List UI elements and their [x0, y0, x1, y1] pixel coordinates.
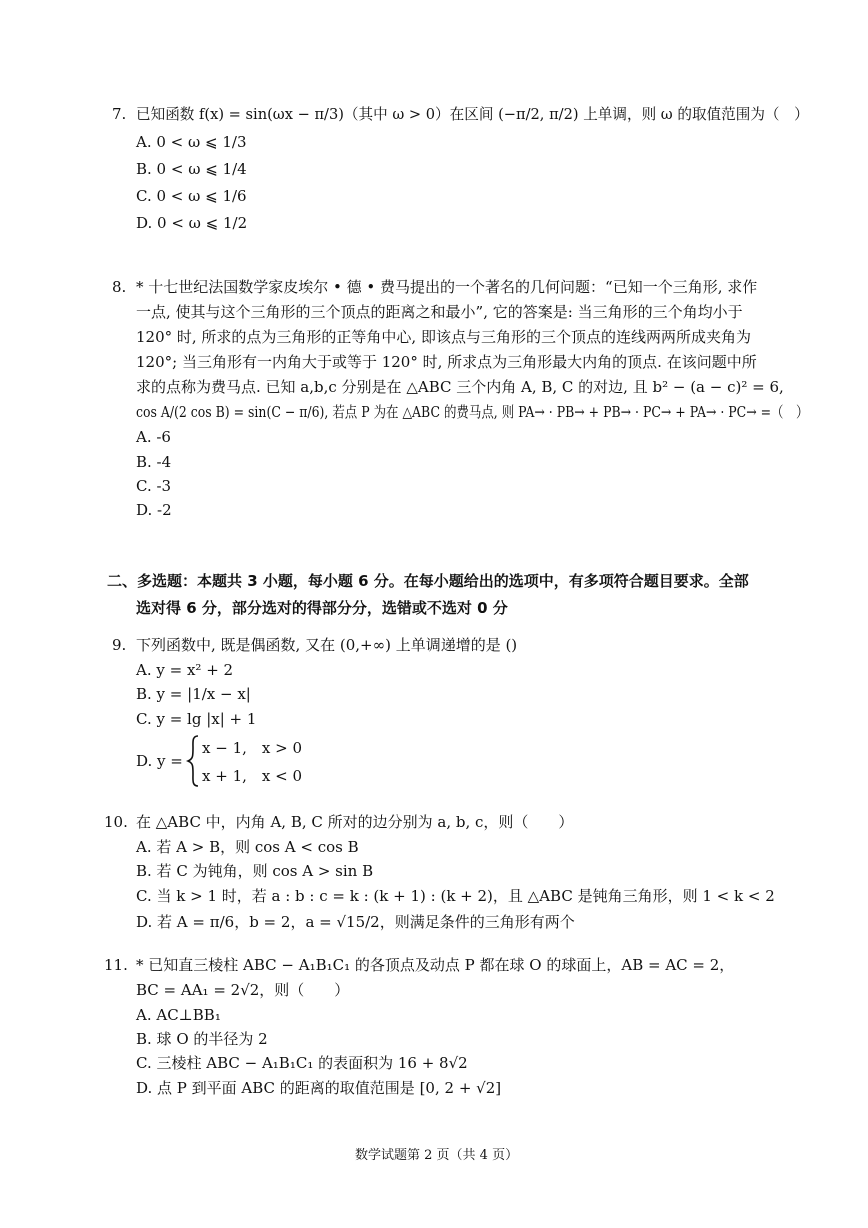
question-11-option-b: B. 球 O 的半径为 2	[136, 1030, 268, 1048]
question-7-option-b: B. 0 < ω ⩽ 1/4	[136, 160, 247, 178]
question-9-option-b: B. y = |1/x − x|	[136, 685, 251, 703]
question-7-option-a: A. 0 < ω ⩽ 1/3	[136, 133, 247, 151]
question-9-option-c: C. y = lg |x| + 1	[136, 710, 257, 728]
question-7-stem: 已知函数 f(x) = sin(ωx − π/3)（其中 ω > 0）在区间 (−π/2, π/2) 上单调，则 ω 的取值范围为（ ）	[136, 105, 809, 123]
question-11-option-a: A. AC⊥BB₁	[136, 1006, 221, 1024]
left-brace-icon	[186, 734, 200, 788]
question-11-stem-line-2: BC = AA₁ = 2√2，则（ ）	[136, 981, 350, 999]
question-9-option-d-brace	[186, 734, 200, 788]
question-11-number: 11.	[104, 956, 128, 974]
question-10-option-a: A. 若 A > B，则 cos A < cos B	[136, 838, 359, 856]
question-10-number: 10.	[104, 813, 128, 831]
question-8-option-d: D. -2	[136, 501, 172, 519]
question-11-option-c: C. 三棱柱 ABC − A₁B₁C₁ 的表面积为 16 + 8√2	[136, 1054, 468, 1072]
section-2-heading-line-2: 选对得 6 分，部分选对的得部分分，选错或不选对 0 分	[136, 599, 508, 617]
question-11-option-d: D. 点 P 到平面 ABC 的距离的取值范围是 [0, 2 + √2]	[136, 1079, 502, 1097]
question-8-line-5: 求的点称为费马点. 已知 a,b,c 分别是在 △ABC 三个内角 A, B, C 的对边, 且 b² − (a − c)² = 6,	[136, 378, 784, 396]
question-8-number: 8.	[112, 278, 127, 296]
question-9-stem: 下列函数中, 既是偶函数, 又在 (0,+∞) 上单调递增的是 ()	[136, 636, 518, 654]
question-9-option-d-case-2: x + 1, x < 0	[202, 767, 302, 785]
question-11-stem-line-1: * 已知直三棱柱 ABC − A₁B₁C₁ 的各顶点及动点 P 都在球 O 的球面上，AB = AC = 2，	[136, 956, 735, 974]
question-9-number: 9.	[112, 636, 127, 654]
question-10-option-b: B. 若 C 为钝角，则 cos A > sin B	[136, 862, 374, 880]
question-8-option-a: A. -6	[136, 428, 171, 446]
question-9-option-a: A. y = x² + 2	[136, 661, 234, 679]
question-9-option-d-case-1: x − 1, x > 0	[202, 739, 302, 757]
question-7-option-c: C. 0 < ω ⩽ 1/6	[136, 187, 247, 205]
question-7-number: 7.	[112, 105, 127, 123]
question-10-stem: 在 △ABC 中，内角 A, B, C 所对的边分别为 a, b, c，则（ ）	[136, 813, 574, 831]
question-9-option-d-prefix: D. y =	[136, 752, 183, 770]
question-10-option-d: D. 若 A = π/6，b = 2，a = √15/2，则满足条件的三角形有两个	[136, 913, 575, 931]
question-8-option-c: C. -3	[136, 477, 172, 495]
section-2-heading-line-1: 二、多选题：本题共 3 小题，每小题 6 分。在每小题给出的选项中，有多项符合题目要求。全部	[107, 572, 749, 590]
question-8-line-3: 120° 时, 所求的点为三角形的正等角中心, 即该点与三角形的三个顶点的连线两两所成夹角为	[136, 328, 751, 346]
page-footer: 数学试题第 2 页（共 4 页）	[355, 1148, 519, 1163]
question-7-option-d: D. 0 < ω ⩽ 1/2	[136, 214, 248, 232]
question-8-line-2: 一点, 使其与这个三角形的三个顶点的距离之和最小”, 它的答案是: 当三角形的三个角均小于	[136, 303, 743, 321]
question-10-option-c: C. 当 k > 1 时，若 a : b : c = k : (k + 1) : (k + 2)，且 △ABC 是钝角三角形，则 1 < k < 2	[136, 887, 775, 905]
question-8-line-6: cos A/(2 cos B) = sin(C − π/6), 若点 P 为在 △ABC 的费马点, 则 PA→ · PB→ + PB→ · PC→ + PA→ · PC→ =（ ）	[136, 403, 809, 421]
question-8-line-1: * 十七世纪法国数学家皮埃尔 • 德 • 费马提出的一个著名的几何问题：“已知一个三角形, 求作	[136, 278, 758, 296]
question-8-line-4: 120°; 当三角形有一内角大于或等于 120° 时, 所求点为三角形最大内角的顶点. 在该问题中所	[136, 353, 757, 371]
question-8-option-b: B. -4	[136, 453, 172, 471]
